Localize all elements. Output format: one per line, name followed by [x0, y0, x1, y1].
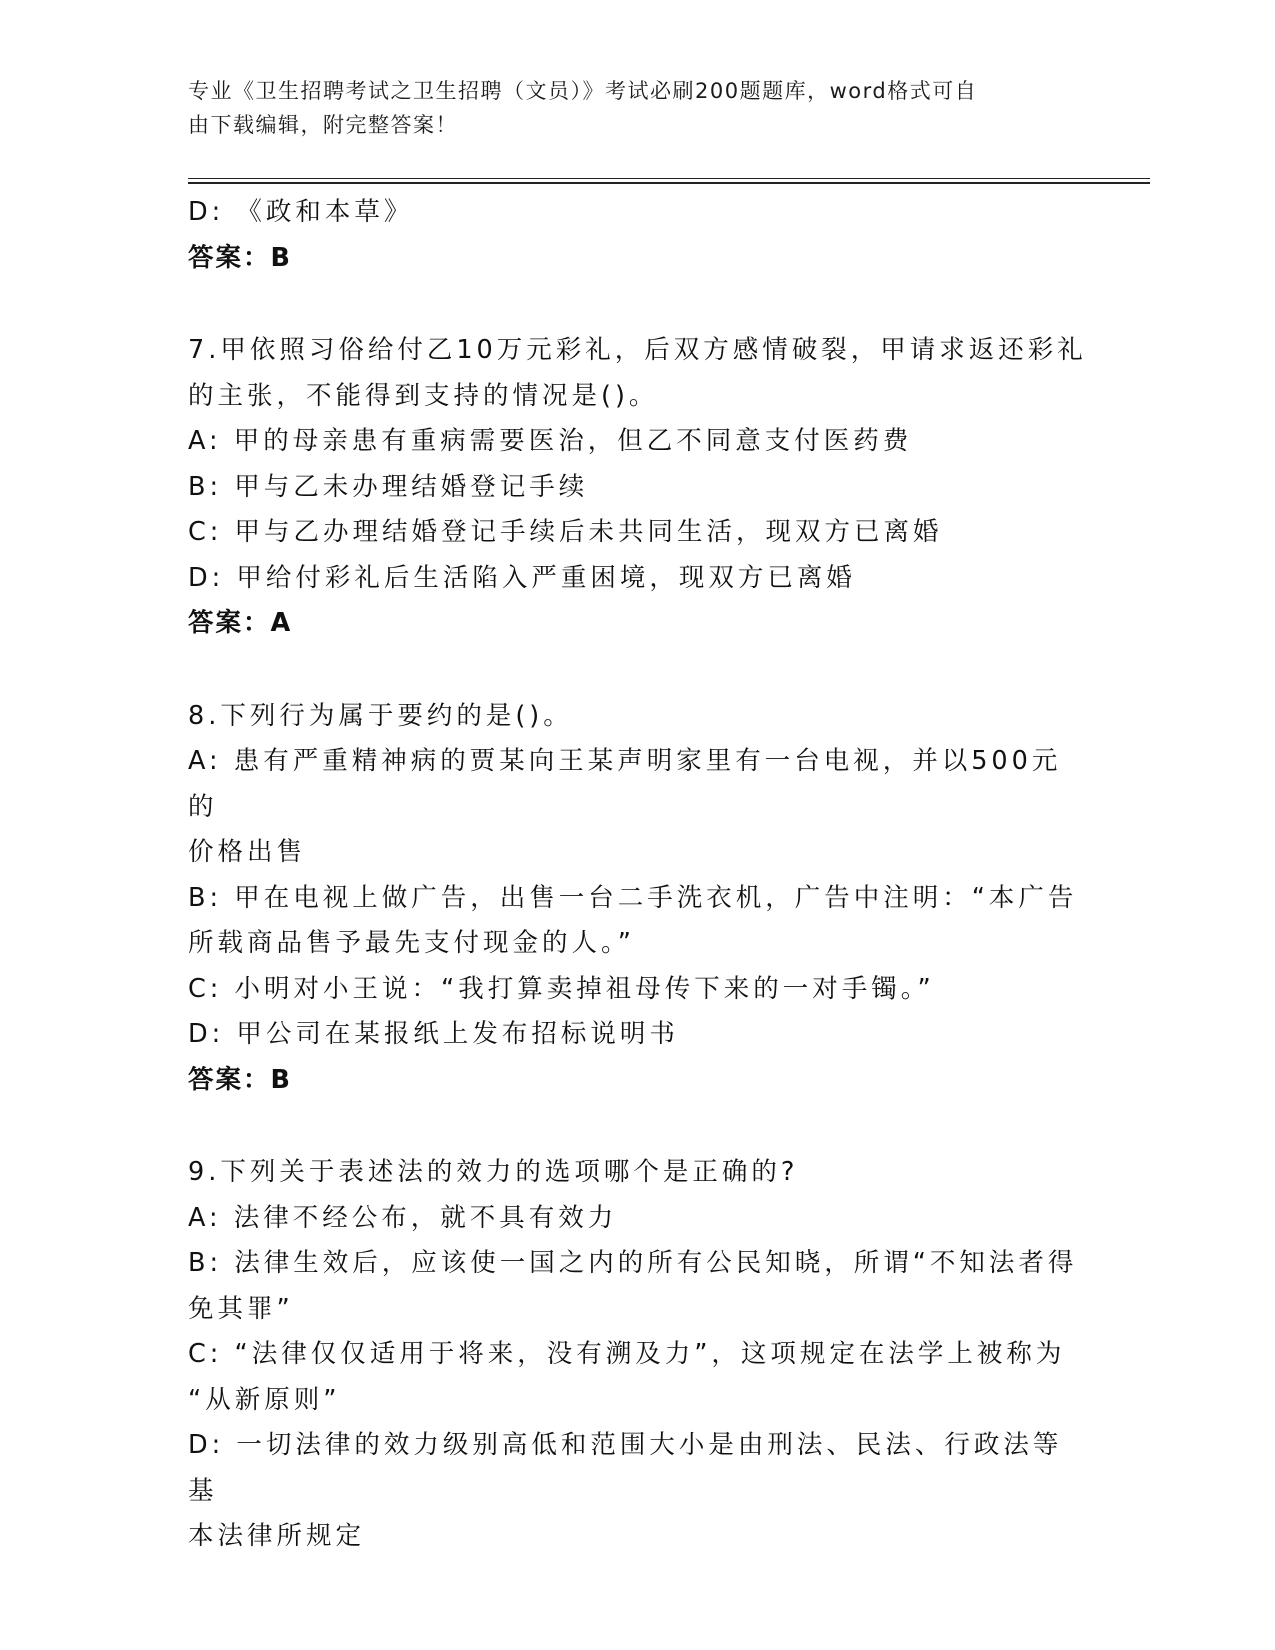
answer-line: 答案：A — [188, 608, 293, 638]
answer-line: 答案：B — [188, 242, 292, 273]
question-block — [188, 328, 1088, 647]
header-title-line-1: 专业《卫生招聘考试之卫生招聘（文员）》考试必刷200题题库，word格式可自 — [188, 79, 978, 103]
option-c: C: “法律仅仅适用于将来，没有溯及力”，这项规定在法学上被称为 — [188, 1339, 1066, 1369]
block-gap — [188, 281, 1088, 328]
question-block — [188, 1150, 1088, 1560]
question-block — [188, 190, 1088, 281]
answer-line: 答案：B — [188, 1064, 292, 1095]
option-c: C: 小明对小王说：“我打算卖掉祖母传下来的一对手镯。” — [188, 973, 935, 1004]
option-a: A: 甲的母亲患有重病需要医治，但乙不同意支付医药费 — [188, 426, 913, 456]
question-stem: 9.下列关于表述法的效力的选项哪个是正确的? — [188, 1157, 799, 1187]
option-b: B: 甲在电视上做广告，出售一台二手洗衣机，广告中注明：“本广告 — [188, 882, 1078, 913]
question-stem: 8.下列行为属于要约的是()。 — [188, 700, 573, 731]
option-c-continued: “从新原则” — [188, 1384, 341, 1415]
option-d: D: 甲给付彩礼后生活陷入严重困境，现双方已离婚 — [188, 562, 856, 593]
option-d-continued: 本法律所规定 — [188, 1521, 366, 1551]
header-title-line-2: 由下载编辑，附完整答案！ — [188, 113, 458, 137]
option-d: D: 甲公司在某报纸上发布招标说明书 — [188, 1019, 679, 1049]
question-block — [188, 694, 1088, 1104]
block-gap — [188, 1103, 1088, 1150]
option-b: B: 法律生效后，应该使一国之内的所有公民知晓，所谓“不知法者得 — [188, 1248, 1078, 1278]
option-a: A: 法律不经公布，就不具有效力 — [188, 1202, 618, 1233]
option-a-continued: 价格出售 — [188, 837, 307, 867]
option-b-continued: 所载商品售予最先支付现金的人。” — [188, 928, 635, 958]
block-gap — [188, 647, 1088, 694]
option-a: A: 患有严重精神病的贾某向王某声明家里有一台电视，并以500元的 — [188, 746, 1062, 822]
question-stem: 7.甲依照习俗给付乙10万元彩礼，后双方感情破裂，甲请求返还彩礼 — [188, 335, 1087, 365]
question-stem: 的主张，不能得到支持的情况是()。 — [188, 380, 659, 411]
option-d: D: 《政和本草》 — [188, 197, 414, 227]
option-c: C: 甲与乙办理结婚登记手续后未共同生活，现双方已离婚 — [188, 517, 943, 547]
option-b-continued: 免其罪” — [188, 1293, 294, 1324]
header-rule-thin — [188, 178, 1150, 179]
header-rule-thick — [188, 182, 1150, 184]
option-d: D: 一切法律的效力级别高低和范围大小是由刑法、民法、行政法等基 — [188, 1430, 1063, 1506]
question-content — [188, 190, 1088, 1560]
option-b: B: 甲与乙未办理结婚登记手续 — [188, 471, 589, 502]
document-header — [188, 74, 1068, 142]
